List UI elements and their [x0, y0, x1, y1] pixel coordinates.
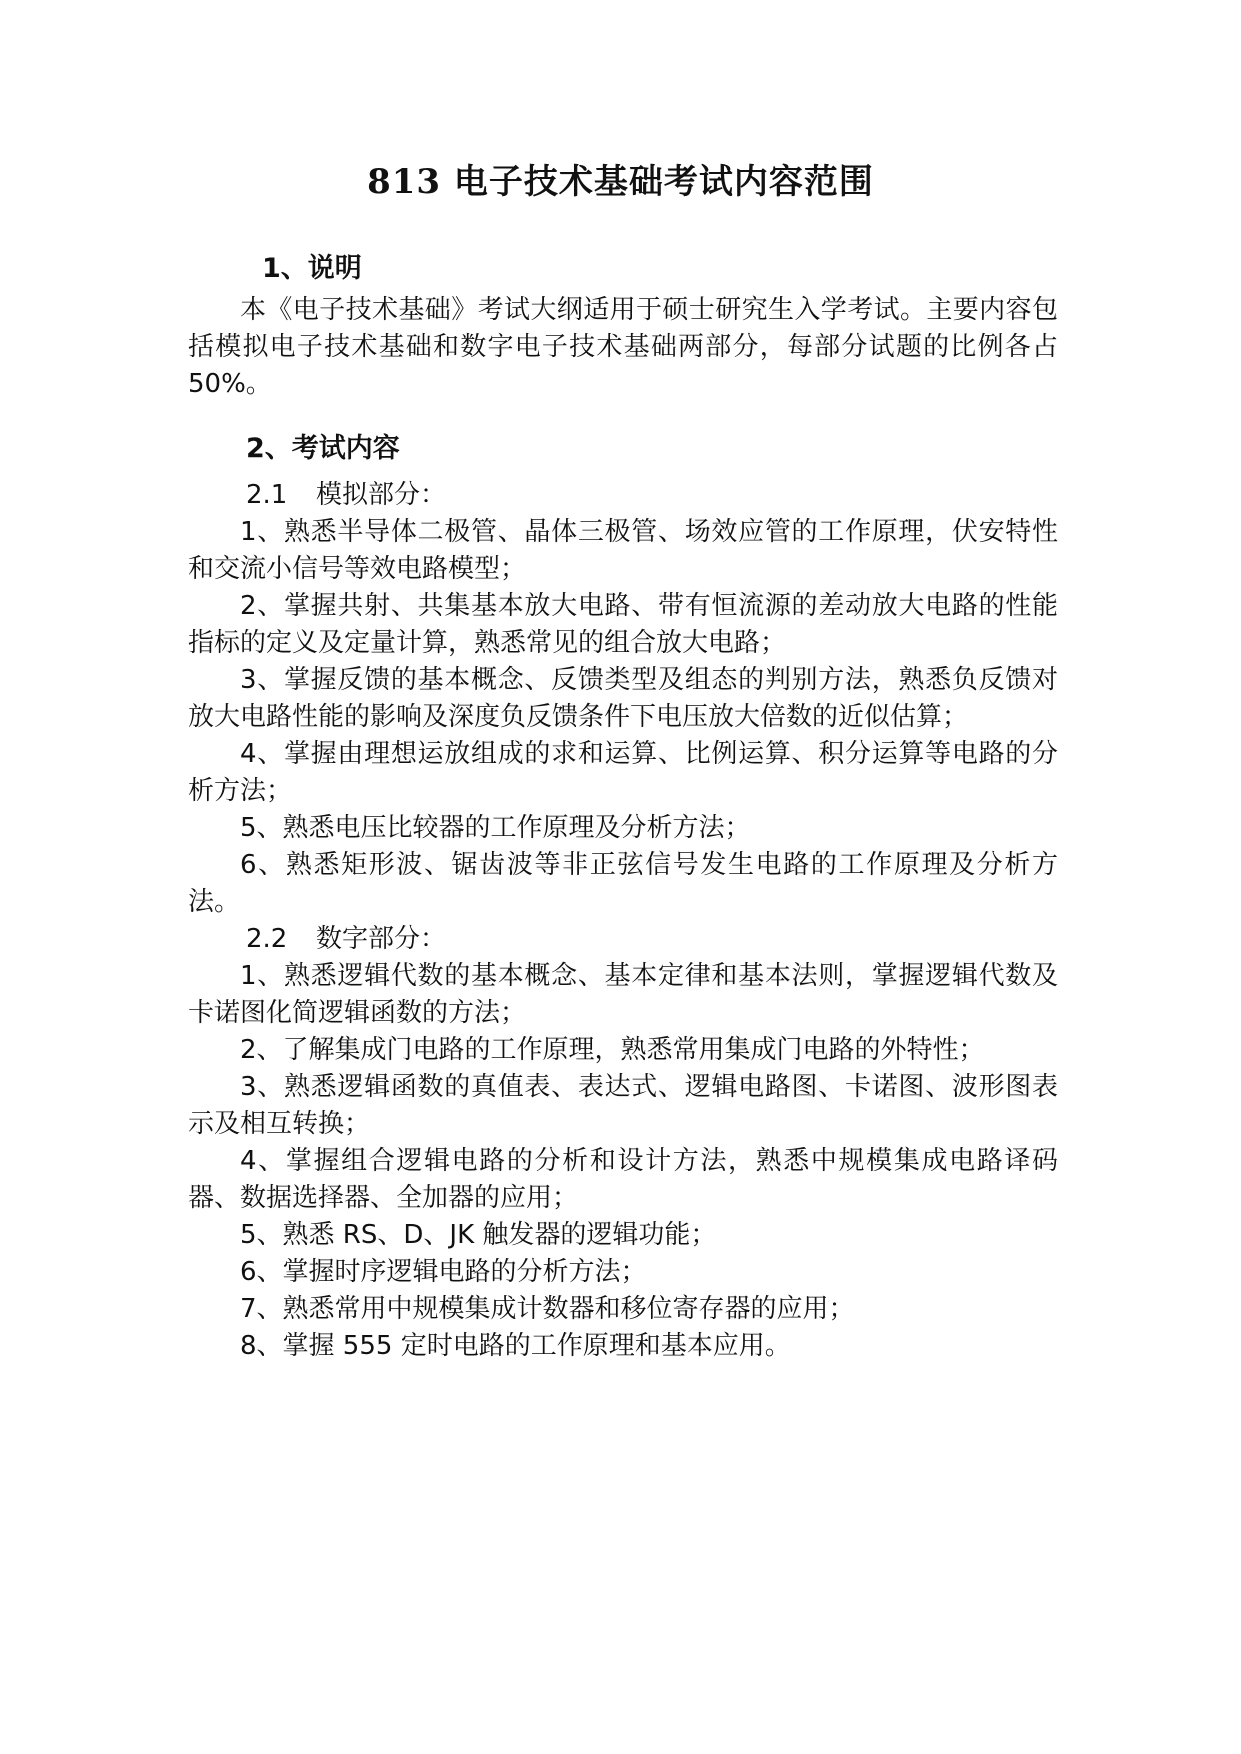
subsection-heading-digital [188, 921, 1058, 958]
list-item: 1、熟悉半导体二极管、晶体三极管、场效应管的工作原理，伏安特性和交流小信号等效电路模型； [188, 517, 1058, 584]
list-item: 3、熟悉逻辑函数的真值表、表达式、逻辑电路图、卡诺图、波形图表示及相互转换； [188, 1072, 1058, 1139]
subsection-heading-analog [188, 477, 1058, 514]
list-item: 6、熟悉矩形波、锯齿波等非正弦信号发生电路的工作原理及分析方法。 [188, 850, 1058, 917]
list-item: 8、掌握 555 定时电路的工作原理和基本应用。 [240, 1331, 791, 1361]
page-title: 813 电子技术基础考试内容范围 [367, 162, 874, 202]
section-heading-description: 1、说明 [262, 253, 362, 284]
subsection-label: 数字部分： [316, 924, 447, 954]
subsection-label: 模拟部分： [316, 480, 447, 510]
exam-content-block [188, 477, 1058, 1365]
section-heading-exam-content: 2、考试内容 [246, 433, 400, 464]
list-item: 2、了解集成门电路的工作原理，熟悉常用集成门电路的外特性； [240, 1035, 985, 1065]
subsection-number: 2.1 [246, 480, 288, 510]
list-item: 7、熟悉常用中规模集成计数器和移位寄存器的应用； [240, 1294, 855, 1324]
list-item: 2、掌握共射、共集基本放大电路、带有恒流源的差动放大电路的性能指标的定义及定量计算，熟悉常见的组合放大电路； [188, 591, 1058, 658]
list-item: 5、熟悉电压比较器的工作原理及分析方法； [240, 813, 751, 843]
list-item: 3、掌握反馈的基本概念、反馈类型及组态的判别方法，熟悉负反馈对放大电路性能的影响及深度负反馈条件下电压放大倍数的近似估算； [188, 665, 1058, 732]
list-item: 5、熟悉 RS、D、JK 触发器的逻辑功能； [240, 1220, 717, 1250]
description-paragraph: 本《电子技术基础》考试大纲适用于硕士研究生入学考试。主要内容包括模拟电子技术基础和数字电子技术基础两部分，每部分试题的比例各占 50%。 [188, 295, 1058, 399]
list-item: 4、掌握组合逻辑电路的分析和设计方法，熟悉中规模集成电路译码器、数据选择器、全加器的应用； [188, 1146, 1058, 1213]
list-item: 4、掌握由理想运放组成的求和运算、比例运算、积分运算等电路的分析方法； [188, 739, 1058, 806]
list-item: 1、熟悉逻辑代数的基本概念、基本定律和基本法则，掌握逻辑代数及卡诺图化简逻辑函数的方法； [188, 961, 1058, 1028]
subsection-number: 2.2 [246, 924, 288, 954]
description-block [188, 292, 1058, 403]
list-item: 6、掌握时序逻辑电路的分析方法； [240, 1257, 647, 1287]
